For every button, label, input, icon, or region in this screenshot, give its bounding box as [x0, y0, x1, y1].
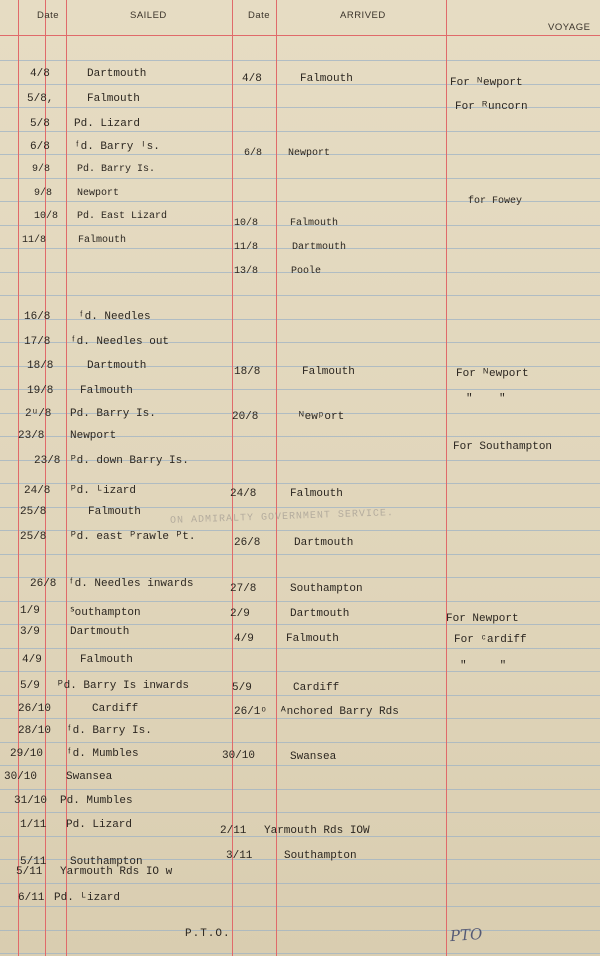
- sailed-place: Falmouth: [80, 385, 133, 397]
- arrived-date-rule: [232, 0, 233, 956]
- sailed-date: 4/8: [30, 68, 50, 80]
- sailed-place: Pd. Lizard: [66, 819, 133, 831]
- header-arrived: ARRIVED: [340, 10, 386, 21]
- arrived-date: 13/8: [234, 266, 259, 277]
- header-date-arrived: Date: [248, 10, 271, 21]
- arrived-place: Dartmouth: [290, 608, 350, 620]
- sailed-date: 23/8: [34, 455, 61, 467]
- arrived-place: Dartmouth: [292, 242, 347, 253]
- header-sailed: SAILED: [130, 10, 167, 21]
- sailed-date: 25/8: [20, 531, 47, 543]
- sailed-place: ᶠd. Mumbles: [66, 748, 139, 760]
- sailed-date: 31/10: [14, 795, 48, 807]
- arrived-place: Falmouth: [286, 633, 339, 645]
- ruled-line: [0, 953, 600, 954]
- arrived-place: ᴺewᵖort: [298, 411, 345, 423]
- arrived-place: Swansea: [290, 751, 337, 763]
- sailed-place: Yarmouth Rds IO w: [60, 866, 173, 878]
- pto-handwritten: PTO: [449, 924, 483, 946]
- sailed-place: ᴾd. ᴸizard: [70, 485, 137, 497]
- ruled-line: [0, 742, 600, 743]
- arrived-place: Yarmouth Rds IOW: [264, 825, 370, 837]
- arrived-date: 4/9: [234, 633, 254, 645]
- sailed-place: ᶠd. Needles: [78, 311, 151, 323]
- sailed-date: 25/8: [20, 506, 47, 518]
- sailed-date: 26/8: [30, 578, 57, 590]
- arrived-date: 30/10: [222, 750, 256, 762]
- sailed-date: 10/8: [34, 211, 59, 222]
- sailed-place: ᴾd. east ᴾrawle ᴾt.: [70, 531, 196, 543]
- sailed-place: Pd. Barry Is.: [70, 408, 156, 420]
- arrived-date: 26/8: [234, 537, 261, 549]
- ruled-line: [0, 178, 600, 179]
- sailed-place: Pd. Barry Is.: [77, 164, 156, 175]
- sailed-place: Falmouth: [88, 506, 141, 518]
- pto-typed: P.T.O.: [185, 928, 231, 940]
- arrived-date: 10/8: [234, 218, 259, 229]
- arrived-date: 2/11: [220, 825, 247, 837]
- arrived-date: 27/8: [230, 583, 257, 595]
- arrived-date: 5/9: [232, 682, 252, 694]
- sailed-date: 9/8: [32, 164, 51, 175]
- sailed-date: 5/8: [30, 118, 50, 130]
- arrived-place: Newport: [288, 148, 331, 159]
- arrived-place: Poole: [291, 266, 322, 277]
- voyage-entry: For ᶜardiff: [454, 634, 527, 646]
- ruled-line: [0, 60, 600, 61]
- sailed-date: 30/10: [4, 771, 38, 783]
- arrived-place: Southampton: [290, 583, 363, 595]
- ruled-line: [0, 883, 600, 884]
- header-voyage: VOYAGE: [548, 22, 591, 33]
- sailed-place: Falmouth: [87, 93, 140, 105]
- arrived-place: Falmouth: [290, 218, 339, 229]
- sailed-place: Pd. Mumbles: [60, 795, 133, 807]
- voyage-entry: For ᴿuncorn: [455, 101, 528, 113]
- sailed-place: ᔆouthampton: [70, 607, 141, 619]
- voyage-entry: for Fowey: [468, 196, 523, 207]
- sailed-date: 5/11: [16, 866, 43, 878]
- sailed-date: 1/11: [20, 819, 47, 831]
- header-rule: [0, 35, 600, 36]
- ruled-line: [0, 601, 600, 602]
- voyage-entry: For Newport: [446, 613, 519, 625]
- sailed-place: ᴾd. Barry Is inwards: [57, 680, 190, 692]
- sailed-date: 2ᵘ/8: [25, 408, 52, 420]
- voyage-ditto: " ": [460, 660, 507, 672]
- sailed-date: 19/8: [27, 385, 54, 397]
- ruled-line: [0, 295, 600, 296]
- arrived-place-rule: [276, 0, 277, 956]
- sailed-place: Swansea: [66, 771, 113, 783]
- sailed-date: 26/10: [18, 703, 52, 715]
- arrived-place: Falmouth: [302, 366, 355, 378]
- sailed-date: 29/10: [10, 748, 44, 760]
- arrived-place: Falmouth: [300, 73, 353, 85]
- sailed-place: Pd. Lizard: [74, 118, 141, 130]
- ruled-line: [0, 718, 600, 719]
- ruled-line: [0, 695, 600, 696]
- sailed-place: ᴾd. down Barry Is.: [70, 455, 189, 467]
- sailed-place-rule: [66, 0, 67, 956]
- ruled-line: [0, 789, 600, 790]
- arrived-date: 6/8: [244, 148, 263, 159]
- arrived-date: 3/11: [226, 850, 253, 862]
- arrived-place: Dartmouth: [294, 537, 354, 549]
- ruled-line: [0, 554, 600, 555]
- sailed-date: 5/11: [20, 856, 47, 868]
- voyage-entry: For Southampton: [453, 441, 553, 453]
- arrived-date: 20/8: [232, 411, 259, 423]
- arrived-date: 26/1ᵒ: [234, 706, 268, 718]
- ruled-line: [0, 483, 600, 484]
- arrived-date: 4/8: [242, 73, 262, 85]
- sailed-place: Dartmouth: [87, 68, 147, 80]
- arrived-place: Southampton: [284, 850, 357, 862]
- sailed-date: 6/11: [18, 892, 45, 904]
- ruled-line: [0, 765, 600, 766]
- sailed-date: 16/8: [24, 311, 51, 323]
- ruled-line: [0, 906, 600, 907]
- arrived-date: 11/8: [234, 242, 259, 253]
- ruled-line: [0, 131, 600, 132]
- sailed-date: 6/8: [30, 141, 50, 153]
- sailed-place: Dartmouth: [70, 626, 130, 638]
- sailed-place: Southampton: [70, 856, 143, 868]
- voyage-rule: [446, 0, 447, 956]
- sailed-place: Cardiff: [92, 703, 139, 715]
- sailed-place: Newport: [70, 430, 117, 442]
- sailed-place: Dartmouth: [87, 360, 147, 372]
- sailed-place: ᶠd. Needles inwards: [68, 578, 194, 590]
- sailed-date: 23/8: [18, 430, 45, 442]
- faded-stamp: ON ADMIRALTY GOVERNMENT SERVICE.: [169, 508, 395, 527]
- arrived-date: 2/9: [230, 608, 250, 620]
- sailed-place: Falmouth: [80, 654, 133, 666]
- voyage-entry: For ᴺewport: [450, 77, 523, 89]
- voyage-entry: For ᴺewport: [456, 368, 529, 380]
- arrived-place: Cardiff: [293, 682, 340, 694]
- margin-rule: [18, 0, 19, 956]
- sailed-date: 1/9: [20, 605, 40, 617]
- sailed-date: 24/8: [24, 485, 51, 497]
- ruled-line: [0, 812, 600, 813]
- sailed-place: Newport: [77, 188, 120, 199]
- sailed-place: ᶠd. Barry Is.: [66, 725, 152, 737]
- sailed-place: ᶠd. Barry ᴵs.: [74, 141, 160, 153]
- ruled-line: [0, 930, 600, 931]
- arrived-date: 24/8: [230, 488, 257, 500]
- ruled-line: [0, 671, 600, 672]
- arrived-date: 18/8: [234, 366, 261, 378]
- arrived-place: ᴬnchored Barry Rds: [280, 706, 399, 718]
- sailed-date: 18/8: [27, 360, 54, 372]
- sailed-place: Falmouth: [78, 235, 127, 246]
- sailed-date: 28/10: [18, 725, 52, 737]
- arrived-place: Falmouth: [290, 488, 343, 500]
- sailed-place: ᶠd. Needles out: [70, 336, 170, 348]
- sailed-date: 9/8: [34, 188, 53, 199]
- sailed-date: 5/9: [20, 680, 40, 692]
- sailed-date: 11/8: [22, 235, 47, 246]
- sailed-date: 3/9: [20, 626, 40, 638]
- sailed-place: Pd. East Lizard: [77, 211, 168, 222]
- sailed-date: 4/9: [22, 654, 42, 666]
- sailed-date: 17/8: [24, 336, 51, 348]
- ruled-line: [0, 648, 600, 649]
- header-date-sailed: Date: [37, 10, 60, 21]
- sailed-date: 5/8,: [27, 93, 54, 105]
- sailed-place: Pd. ᴸizard: [54, 892, 121, 904]
- voyage-ditto: " ": [466, 393, 506, 405]
